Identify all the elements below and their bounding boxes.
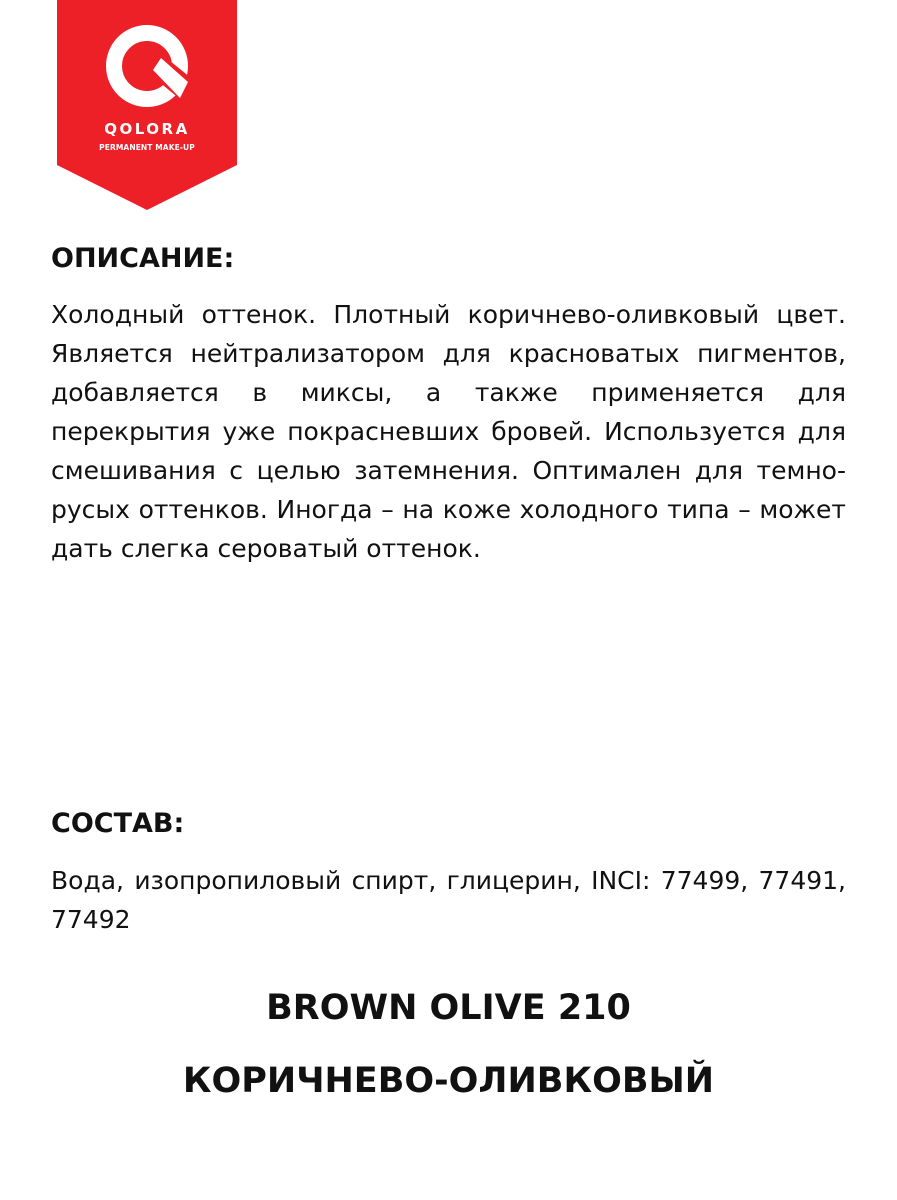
composition-text: Вода, изопропиловый спирт, глицерин, INCI: 77499, 77491, 77492 — [51, 866, 846, 934]
description-text: Холодный оттенок. Плотный коричнево-оливковый цвет. Является нейтрализатором для красноватых пигментов, добавляется в миксы, а также применяется для перекрытия уже покрасневших бровей. Используется для смешивания с целью затемнения. Оптимален для темно-русых оттенков. Иногда – на коже холодного типа – может дать слегка сероватый оттенок. — [51, 300, 846, 563]
brand-logo-badge — [57, 0, 237, 210]
brand-name: QOLORA — [104, 120, 190, 138]
product-code: BROWN OLIVE 210 — [266, 988, 631, 1028]
composition-title: СОСТАВ: — [51, 808, 185, 839]
logo-badge-shape — [57, 0, 237, 210]
description-title: ОПИСАНИЕ: — [51, 243, 235, 274]
product-color-name: КОРИЧНЕВО-ОЛИВКОВЫЙ — [182, 1061, 715, 1101]
brand-tagline: PERMANENT MAKE-UP — [99, 143, 195, 152]
